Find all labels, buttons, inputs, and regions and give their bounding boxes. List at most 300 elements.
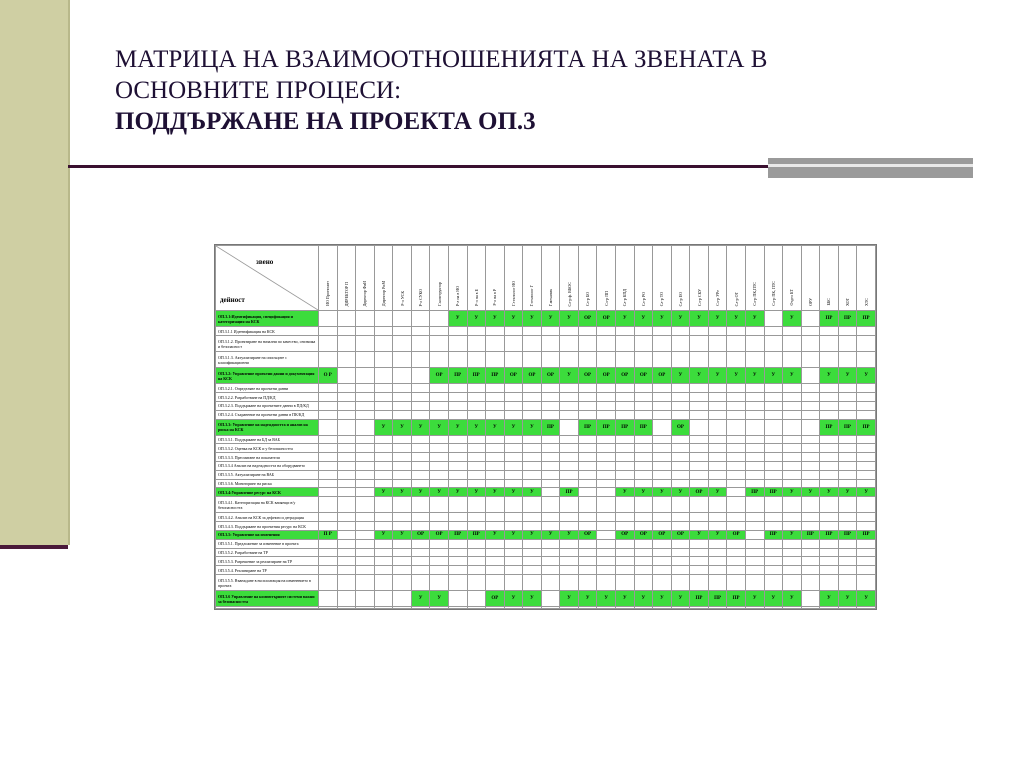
matrix-cell: У: [671, 311, 690, 327]
matrix-cell: У: [783, 311, 802, 327]
matrix-cell: [801, 327, 820, 336]
matrix-cell: [801, 479, 820, 488]
matrix-cell: ПР: [820, 311, 839, 327]
matrix-cell: У: [764, 591, 783, 607]
matrix-cell: [504, 435, 523, 444]
matrix-cell: [634, 470, 653, 479]
matrix-cell: [764, 327, 783, 336]
matrix-cell: [560, 470, 579, 479]
matrix-cell: [857, 401, 876, 410]
matrix-column-header: [690, 246, 709, 311]
matrix-cell: [337, 488, 356, 497]
matrix-cell: [486, 470, 505, 479]
matrix-cell: [764, 513, 783, 522]
matrix-activity-row: [216, 435, 876, 444]
matrix-cell: У: [838, 591, 857, 607]
matrix-cell: [820, 513, 839, 522]
column-header-label: Сл-р ф. ВКОС: [566, 281, 572, 306]
matrix-column-header: [541, 246, 560, 311]
matrix-cell: У: [430, 591, 449, 607]
matrix-cell: [764, 444, 783, 453]
matrix-cell: [783, 335, 802, 351]
matrix-activity-row: [216, 497, 876, 513]
matrix-cell: [319, 470, 338, 479]
matrix-cell: [690, 539, 709, 548]
matrix-cell: [616, 479, 635, 488]
matrix-cell: [448, 479, 467, 488]
matrix-cell: [801, 384, 820, 393]
matrix-cell: [727, 352, 746, 368]
matrix-cell: [411, 311, 430, 327]
matrix-cell: [745, 384, 764, 393]
matrix-cell: [671, 513, 690, 522]
matrix-cell: [319, 522, 338, 531]
matrix-cell: [448, 327, 467, 336]
matrix-cell: [337, 462, 356, 471]
matrix-cell: [319, 607, 338, 609]
matrix-cell: [393, 513, 412, 522]
matrix-cell: [374, 368, 393, 384]
matrix-cell: [430, 401, 449, 410]
matrix-cell: У: [708, 531, 727, 540]
matrix-cell: [486, 327, 505, 336]
matrix-cell: [690, 479, 709, 488]
matrix-cell: [356, 335, 375, 351]
matrix-cell: ПР: [857, 531, 876, 540]
matrix-cell: [727, 479, 746, 488]
matrix-cell: [448, 607, 467, 609]
matrix-cell: [783, 479, 802, 488]
matrix-cell: [560, 574, 579, 590]
matrix-cell: ПР: [745, 488, 764, 497]
matrix-cell: ОР: [578, 531, 597, 540]
matrix-cell: [597, 384, 616, 393]
matrix-cell: [801, 352, 820, 368]
matrix-cell: [727, 557, 746, 566]
matrix-cell: [597, 352, 616, 368]
matrix-cell: [430, 462, 449, 471]
matrix-cell: [671, 435, 690, 444]
matrix-cell: [671, 548, 690, 557]
matrix-cell: [745, 453, 764, 462]
matrix-cell: [560, 352, 579, 368]
matrix-cell: [783, 574, 802, 590]
matrix-cell: [486, 401, 505, 410]
matrix-cell: [597, 410, 616, 419]
matrix-cell: [653, 513, 672, 522]
matrix-cell: [745, 419, 764, 435]
corner-label-unit: звено: [256, 258, 274, 266]
matrix-cell: [653, 335, 672, 351]
matrix-column-header: [838, 246, 857, 311]
activity-label: [216, 607, 319, 609]
matrix-cell: У: [857, 488, 876, 497]
matrix-cell: [578, 488, 597, 497]
matrix-cell: [374, 522, 393, 531]
matrix-cell: [393, 352, 412, 368]
matrix-cell: У: [857, 591, 876, 607]
column-header-label: Сл-р КПД: [622, 288, 628, 306]
matrix-cell: [783, 462, 802, 471]
matrix-cell: [356, 591, 375, 607]
matrix-cell: [708, 453, 727, 462]
matrix-cell: [745, 401, 764, 410]
matrix-cell: [523, 410, 542, 419]
matrix-cell: ОР: [634, 368, 653, 384]
matrix-cell: ОР: [597, 368, 616, 384]
matrix-process-row: [216, 591, 876, 607]
matrix-cell: [597, 557, 616, 566]
matrix-cell: [523, 352, 542, 368]
matrix-cell: [783, 548, 802, 557]
matrix-cell: [690, 435, 709, 444]
matrix-cell: [393, 393, 412, 402]
matrix-cell: [467, 401, 486, 410]
matrix-cell: [560, 384, 579, 393]
matrix-cell: [597, 435, 616, 444]
matrix-cell: [430, 557, 449, 566]
matrix-cell: [337, 522, 356, 531]
matrix-cell: [634, 384, 653, 393]
matrix-cell: [337, 419, 356, 435]
matrix-cell: [671, 462, 690, 471]
matrix-cell: У: [560, 311, 579, 327]
matrix-cell: [374, 574, 393, 590]
matrix-activity-row: [216, 557, 876, 566]
matrix-cell: [393, 384, 412, 393]
matrix-cell: [319, 513, 338, 522]
matrix-cell: [783, 444, 802, 453]
matrix-cell: [411, 574, 430, 590]
matrix-cell: У: [857, 368, 876, 384]
matrix-cell: [801, 393, 820, 402]
matrix-cell: [560, 513, 579, 522]
matrix-cell: [745, 548, 764, 557]
matrix-cell: [727, 497, 746, 513]
matrix-cell: [801, 419, 820, 435]
matrix-cell: [727, 401, 746, 410]
activity-label: ОП.3.5.4. Реализиране на ТР: [216, 566, 319, 575]
matrix-cell: У: [597, 591, 616, 607]
matrix-cell: [393, 539, 412, 548]
matrix-cell: [467, 497, 486, 513]
matrix-cell: [801, 566, 820, 575]
matrix-cell: ПР: [764, 531, 783, 540]
matrix-cell: [783, 352, 802, 368]
matrix-cell: [337, 591, 356, 607]
matrix-cell: [634, 453, 653, 462]
matrix-cell: [653, 557, 672, 566]
matrix-cell: ПР: [838, 311, 857, 327]
matrix-cell: [597, 462, 616, 471]
matrix-cell: [356, 539, 375, 548]
activity-label: ОП.3.4.3. Поддържане на проектния ресурс на КСК: [216, 522, 319, 531]
column-header-label: Р-л СУКО: [418, 288, 424, 306]
matrix-cell: [653, 444, 672, 453]
matrix-cell: ПР: [467, 531, 486, 540]
matrix-cell: ОР: [430, 531, 449, 540]
matrix-cell: [374, 591, 393, 607]
matrix-cell: [578, 539, 597, 548]
matrix-cell: [690, 497, 709, 513]
matrix-cell: У: [578, 591, 597, 607]
column-header-label: Сл-р РО: [640, 291, 646, 306]
matrix-cell: [541, 470, 560, 479]
matrix-cell: У: [504, 488, 523, 497]
matrix-cell: [448, 401, 467, 410]
matrix-cell: [486, 513, 505, 522]
column-header-label: Р-л на в НО: [455, 285, 461, 306]
matrix-cell: У: [448, 488, 467, 497]
matrix-cell: [634, 335, 653, 351]
matrix-cell: [838, 352, 857, 368]
matrix-cell: [708, 352, 727, 368]
matrix-cell: У: [820, 368, 839, 384]
matrix-cell: [783, 607, 802, 609]
matrix-cell: [745, 566, 764, 575]
column-header-label: БКС: [826, 298, 832, 306]
matrix-cell: [430, 548, 449, 557]
matrix-cell: [504, 574, 523, 590]
matrix-cell: [393, 327, 412, 336]
column-header-label: Сл-р ОТ: [733, 291, 739, 306]
matrix-cell: [578, 574, 597, 590]
matrix-cell: [523, 548, 542, 557]
matrix-column-header: [783, 246, 802, 311]
matrix-cell: [820, 548, 839, 557]
matrix-cell: [504, 470, 523, 479]
matrix-cell: [393, 410, 412, 419]
matrix-cell: [337, 557, 356, 566]
matrix-cell: [708, 401, 727, 410]
matrix-cell: [319, 393, 338, 402]
matrix-cell: [838, 435, 857, 444]
matrix-cell: [467, 557, 486, 566]
matrix-cell: [783, 470, 802, 479]
matrix-cell: У: [504, 531, 523, 540]
matrix-cell: [708, 522, 727, 531]
responsibility-matrix: [214, 244, 877, 610]
matrix-cell: [820, 335, 839, 351]
matrix-cell: [374, 444, 393, 453]
matrix-cell: [616, 327, 635, 336]
matrix-activity-row: [216, 401, 876, 410]
matrix-cell: [393, 479, 412, 488]
matrix-cell: ПР: [838, 419, 857, 435]
matrix-cell: ОР: [578, 368, 597, 384]
activity-label: ОП.3.5: Управление на изменения: [216, 531, 319, 540]
matrix-cell: [820, 462, 839, 471]
matrix-cell: У: [727, 311, 746, 327]
matrix-cell: [820, 522, 839, 531]
matrix-cell: [504, 557, 523, 566]
matrix-column-header: [393, 246, 412, 311]
matrix-cell: [857, 335, 876, 351]
matrix-cell: [411, 384, 430, 393]
matrix-cell: [616, 513, 635, 522]
matrix-cell: [356, 435, 375, 444]
matrix-cell: [430, 470, 449, 479]
activity-label: ОП.3.3.4 Анализ на надеждността на оборудването: [216, 462, 319, 471]
matrix-cell: ОР: [616, 368, 635, 384]
matrix-cell: [783, 539, 802, 548]
activity-label: ОП.3.1.1 Идентификация на КСК: [216, 327, 319, 336]
matrix-column-header: [430, 246, 449, 311]
matrix-cell: [448, 410, 467, 419]
matrix-cell: [578, 384, 597, 393]
matrix-cell: [504, 393, 523, 402]
title-line-1: МАТРИЦА НА ВЗАИМООТНОШЕНИЯТА НА ЗВЕНАТА В: [115, 46, 768, 73]
activity-label: ОП.3.4:Управление ресурс на КСК: [216, 488, 319, 497]
matrix-cell: [560, 453, 579, 462]
matrix-cell: [448, 539, 467, 548]
matrix-cell: [653, 566, 672, 575]
matrix-cell: [393, 497, 412, 513]
matrix-cell: [337, 401, 356, 410]
matrix-cell: [634, 548, 653, 557]
matrix-cell: [708, 419, 727, 435]
matrix-cell: [653, 393, 672, 402]
matrix-activity-row: [216, 513, 876, 522]
matrix-cell: [801, 470, 820, 479]
matrix-cell: [597, 539, 616, 548]
matrix-cell: [690, 352, 709, 368]
matrix-cell: [801, 607, 820, 609]
matrix-cell: [523, 327, 542, 336]
matrix-cell: У: [374, 531, 393, 540]
matrix-cell: ПР: [764, 488, 783, 497]
matrix-cell: [634, 607, 653, 609]
matrix-cell: [448, 352, 467, 368]
matrix-cell: [857, 462, 876, 471]
matrix-cell: [671, 401, 690, 410]
matrix-cell: [430, 410, 449, 419]
matrix-cell: [838, 327, 857, 336]
matrix-cell: [857, 513, 876, 522]
matrix-cell: [634, 497, 653, 513]
matrix-cell: [560, 327, 579, 336]
matrix-cell: [504, 384, 523, 393]
matrix-cell: [745, 335, 764, 351]
matrix-cell: [764, 470, 783, 479]
matrix-cell: О Р: [319, 368, 338, 384]
matrix-cell: [801, 557, 820, 566]
matrix-cell: [467, 462, 486, 471]
matrix-cell: [764, 335, 783, 351]
matrix-cell: У: [745, 591, 764, 607]
matrix-cell: [727, 488, 746, 497]
matrix-cell: У: [541, 531, 560, 540]
matrix-cell: [374, 384, 393, 393]
column-header-label: Р-л на в Р: [492, 289, 498, 306]
matrix-cell: [671, 327, 690, 336]
column-header-label: Сл-р ПП: [603, 291, 609, 306]
matrix-cell: [578, 497, 597, 513]
matrix-table: [215, 245, 876, 609]
matrix-cell: [504, 497, 523, 513]
matrix-cell: У: [634, 311, 653, 327]
matrix-cell: [411, 410, 430, 419]
matrix-cell: [578, 410, 597, 419]
matrix-cell: [597, 607, 616, 609]
matrix-cell: [430, 539, 449, 548]
matrix-cell: [653, 384, 672, 393]
matrix-cell: ПР: [801, 531, 820, 540]
matrix-cell: [820, 479, 839, 488]
matrix-cell: [708, 384, 727, 393]
activity-label: ОП.3.6 Управление на компютърните системи важни за безопасността: [216, 591, 319, 607]
column-header-label: Сл-р ПК,ПТС: [752, 282, 758, 306]
matrix-cell: [430, 435, 449, 444]
column-header-label: Р-л на в Е: [473, 289, 479, 306]
matrix-cell: [374, 566, 393, 575]
matrix-cell: [541, 435, 560, 444]
column-header-label: Г.механик: [548, 288, 554, 306]
matrix-cell: [745, 393, 764, 402]
matrix-cell: [727, 453, 746, 462]
matrix-cell: [857, 607, 876, 609]
matrix-cell: ПР: [616, 419, 635, 435]
matrix-cell: [319, 488, 338, 497]
matrix-cell: [783, 497, 802, 513]
matrix-cell: [448, 574, 467, 590]
matrix-cell: [337, 435, 356, 444]
matrix-cell: [430, 352, 449, 368]
matrix-cell: [690, 462, 709, 471]
matrix-cell: [783, 419, 802, 435]
matrix-cell: [690, 557, 709, 566]
matrix-cell: [504, 607, 523, 609]
matrix-cell: [393, 607, 412, 609]
matrix-cell: [653, 401, 672, 410]
matrix-cell: [764, 566, 783, 575]
matrix-cell: [820, 384, 839, 393]
matrix-cell: У: [838, 488, 857, 497]
matrix-cell: [356, 522, 375, 531]
matrix-cell: [690, 548, 709, 557]
matrix-cell: [801, 311, 820, 327]
matrix-cell: [745, 574, 764, 590]
column-header-label: Сл-р ЕО: [677, 291, 683, 306]
matrix-activity-row: [216, 574, 876, 590]
column-header-label: Сл-р БО: [585, 291, 591, 306]
matrix-cell: [393, 462, 412, 471]
matrix-cell: У: [783, 531, 802, 540]
matrix-cell: ОР: [486, 591, 505, 607]
matrix-cell: [523, 470, 542, 479]
matrix-cell: ОР: [597, 311, 616, 327]
matrix-cell: [541, 453, 560, 462]
matrix-cell: [616, 335, 635, 351]
matrix-cell: [560, 539, 579, 548]
matrix-cell: [374, 327, 393, 336]
matrix-cell: [671, 393, 690, 402]
matrix-column-header: [616, 246, 635, 311]
matrix-process-row: [216, 488, 876, 497]
matrix-cell: ОР: [653, 531, 672, 540]
matrix-cell: [801, 574, 820, 590]
matrix-cell: [541, 462, 560, 471]
matrix-cell: [820, 453, 839, 462]
matrix-activity-row: [216, 335, 876, 351]
activity-label: ОП.3.2.1. Определяне на проектни данни: [216, 384, 319, 393]
matrix-cell: [727, 444, 746, 453]
matrix-cell: [411, 607, 430, 609]
matrix-cell: [764, 574, 783, 590]
matrix-cell: [411, 497, 430, 513]
matrix-cell: [653, 462, 672, 471]
matrix-cell: ПР: [597, 419, 616, 435]
